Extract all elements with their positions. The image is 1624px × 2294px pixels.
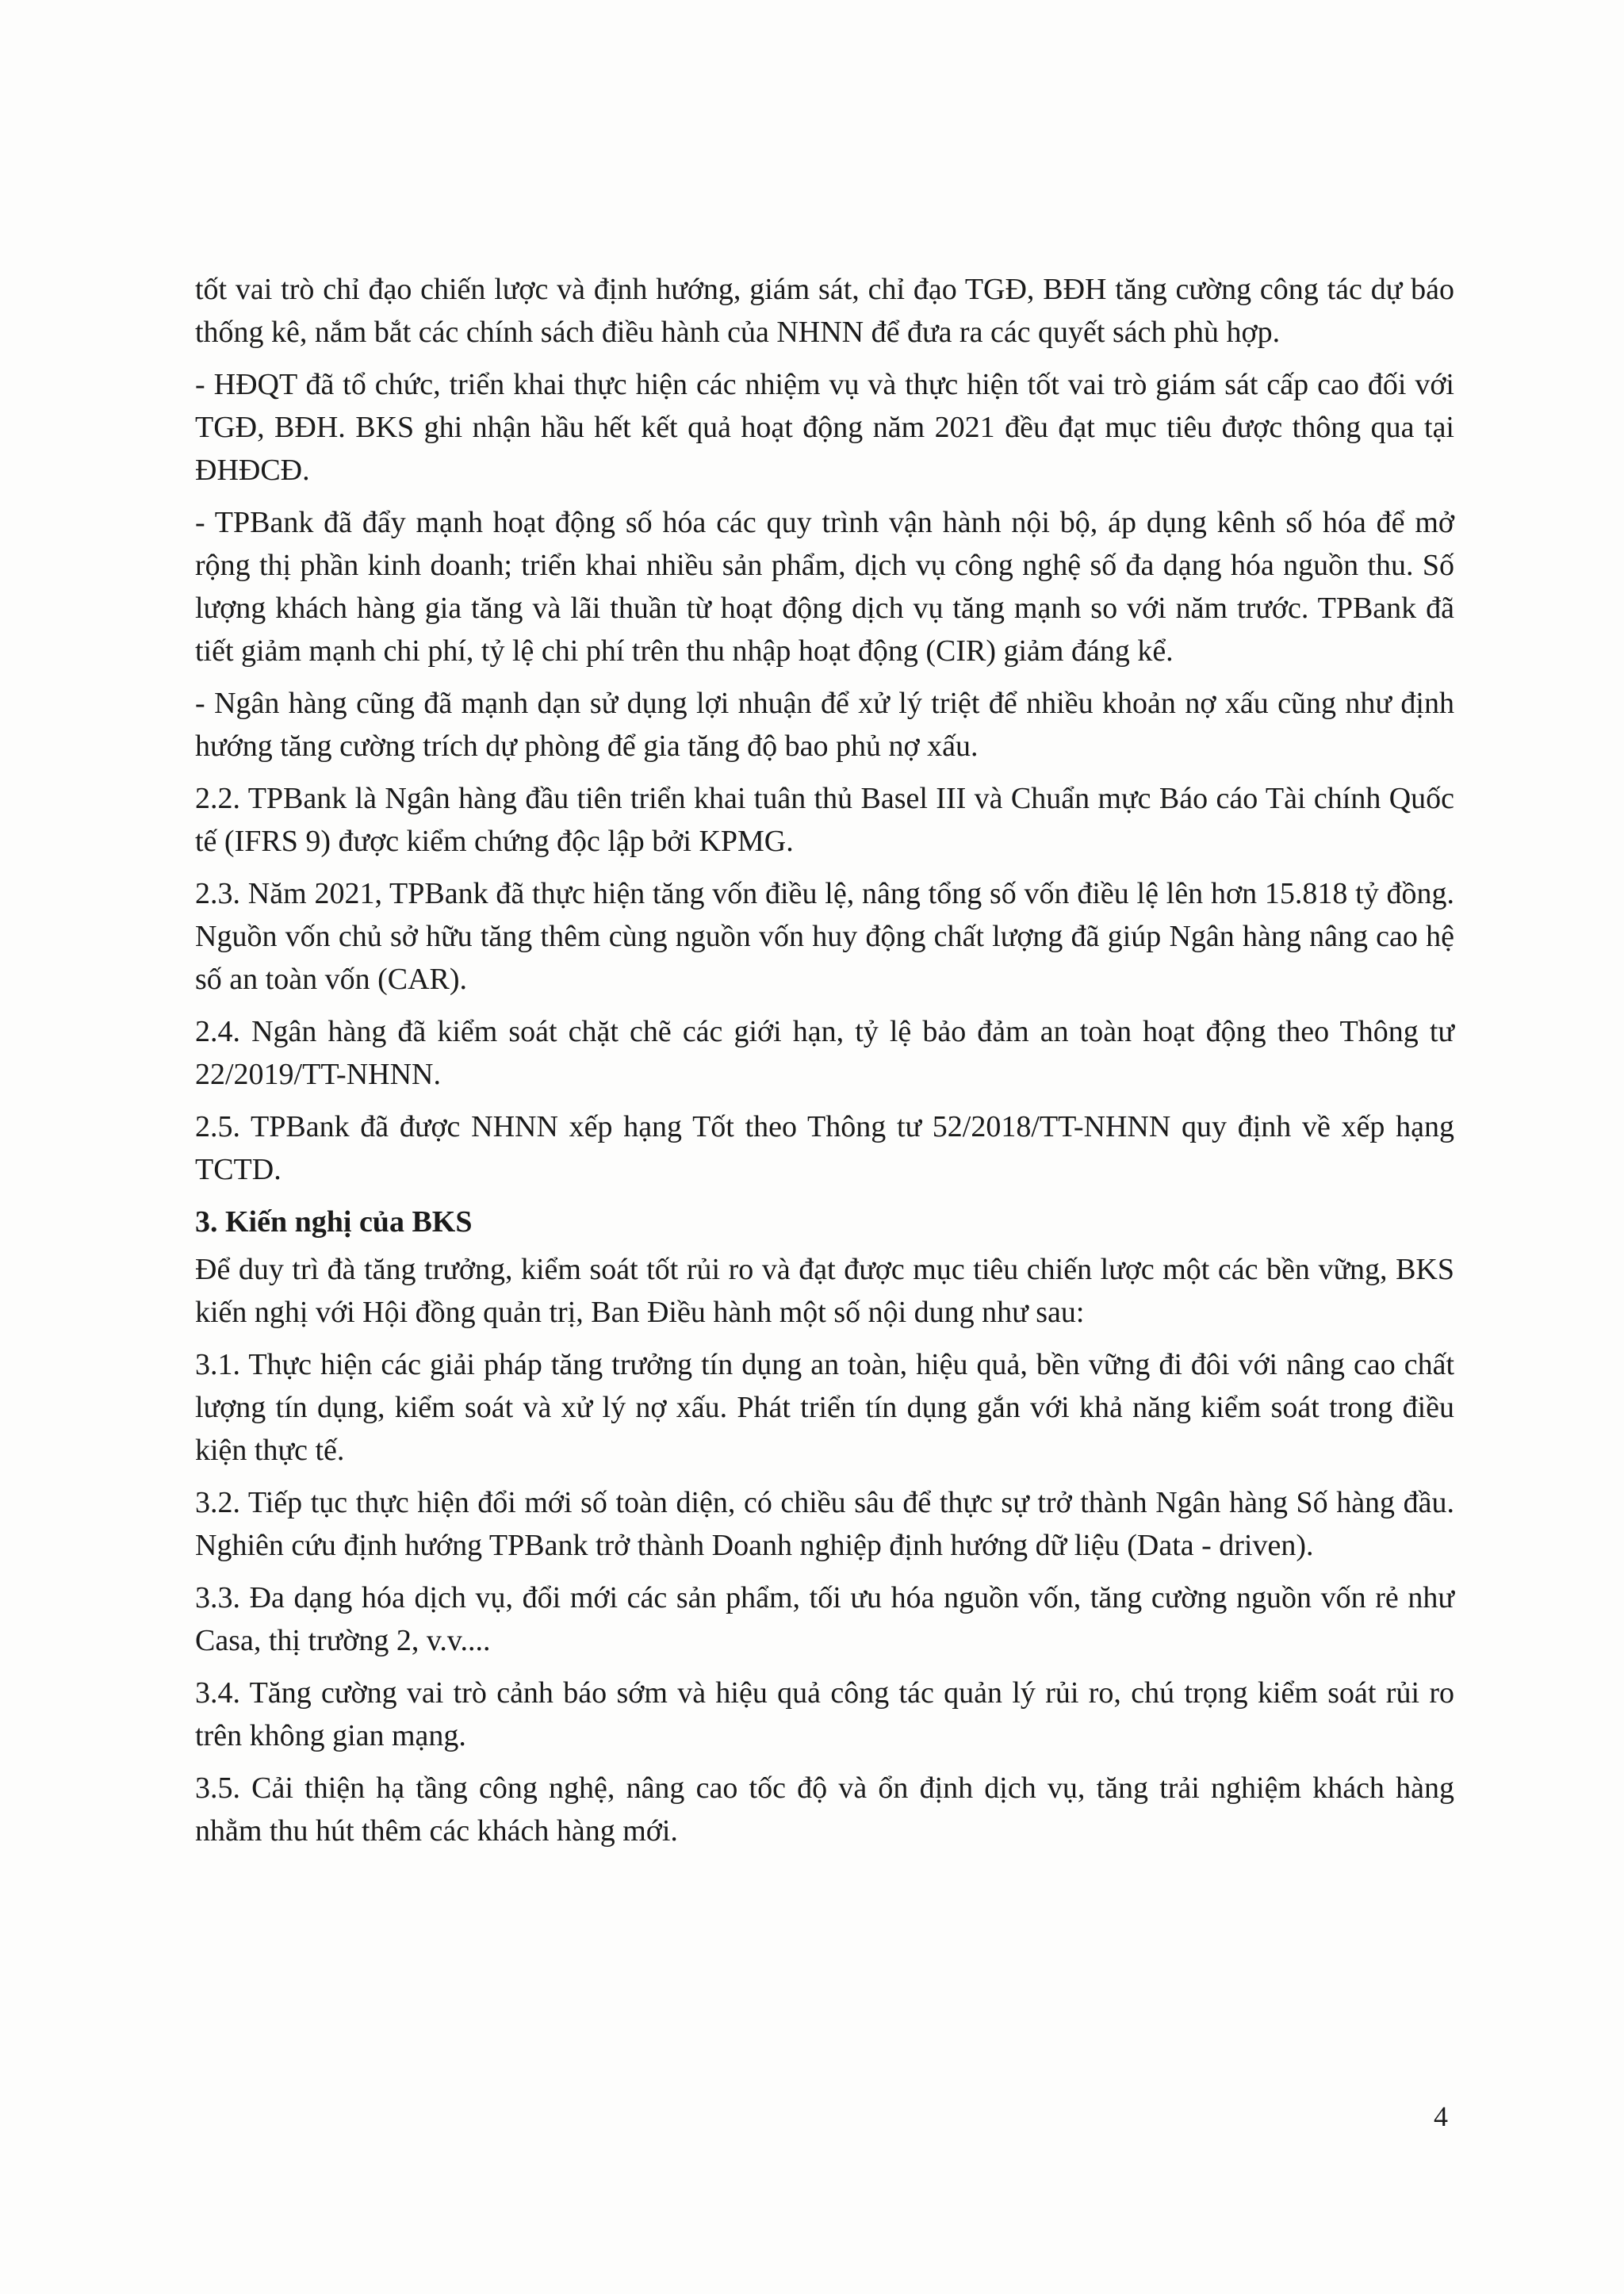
- paragraph-2-3: 2.3. Năm 2021, TPBank đã thực hiện tăng vốn điều lệ, nâng tổng số vốn điều lệ lên hơn 15.818 tỷ đồng. Nguồn vốn chủ sở hữu tăng thêm cùng nguồn vốn huy động chất lượng đã giúp Ngân hàng nâng cao hệ số an toàn vốn (CAR).: [195, 877, 1454, 996]
- paragraph-3-3: 3.3. Đa dạng hóa dịch vụ, đổi mới các sản phẩm, tối ưu hóa nguồn vốn, tăng cường nguồn vốn rẻ như Casa, thị trường 2, v.v....: [195, 1581, 1454, 1657]
- paragraph-2-2: 2.2. TPBank là Ngân hàng đầu tiên triển khai tuân thủ Basel III và Chuẩn mực Báo cáo Tài chính Quốc tế (IFRS 9) được kiểm chứng độc lập bởi KPMG.: [195, 782, 1454, 858]
- paragraph-recommendations-intro: Để duy trì đà tăng trưởng, kiểm soát tốt rủi ro và đạt được mục tiêu chiến lược một các bền vững, BKS kiến nghị với Hội đồng quản trị, Ban Điều hành một số nội dung như sau:: [195, 1253, 1454, 1329]
- paragraph-hdqt: - HĐQT đã tổ chức, triển khai thực hiện các nhiệm vụ và thực hiện tốt vai trò giám sát cấp cao đối với TGĐ, BĐH. BKS ghi nhận hầu hết kết quả hoạt động năm 2021 đều đạt mục tiêu được thông qua tại ĐHĐCĐ.: [195, 368, 1454, 487]
- page-number: 4: [1434, 2101, 1448, 2132]
- paragraph-3-4: 3.4. Tăng cường vai trò cảnh báo sớm và hiệu quả công tác quản lý rủi ro, chú trọng kiểm soát rủi ro trên không gian mạng.: [195, 1676, 1454, 1752]
- paragraph-intro-continued: tốt vai trò chỉ đạo chiến lược và định hướng, giám sát, chỉ đạo TGĐ, BĐH tăng cường công tác dự báo thống kê, nắm bắt các chính sách điều hành của NHNN để đưa ra các quyết sách phù hợp.: [195, 273, 1454, 349]
- paragraph-3-2: 3.2. Tiếp tục thực hiện đổi mới số toàn diện, có chiều sâu để thực sự trở thành Ngân hàng Số hàng đầu. Nghiên cứu định hướng TPBank trở thành Doanh nghiệp định hướng dữ liệu (Data - driven).: [195, 1486, 1454, 1562]
- paragraph-3-1: 3.1. Thực hiện các giải pháp tăng trưởng tín dụng an toàn, hiệu quả, bền vững đi đôi với nâng cao chất lượng tín dụng, kiểm soát và xử lý nợ xấu. Phát triển tín dụng gắn với khả năng kiểm soát trong điều kiện thực tế.: [195, 1348, 1454, 1467]
- document-body: [195, 268, 1454, 1862]
- paragraph-3-5: 3.5. Cải thiện hạ tầng công nghệ, nâng cao tốc độ và ổn định dịch vụ, tăng trải nghiệm khách hàng nhằm thu hút thêm các khách hàng mới.: [195, 1771, 1454, 1848]
- paragraph-bad-debt: - Ngân hàng cũng đã mạnh dạn sử dụng lợi nhuận để xử lý triệt để nhiều khoản nợ xấu cũng như định hướng tăng cường trích dự phòng để gia tăng độ bao phủ nợ xấu.: [195, 687, 1454, 763]
- paragraph-2-5: 2.5. TPBank đã được NHNN xếp hạng Tốt theo Thông tư 52/2018/TT-NHNN quy định về xếp hạng TCTD.: [195, 1110, 1454, 1186]
- paragraph-2-4: 2.4. Ngân hàng đã kiểm soát chặt chẽ các giới hạn, tỷ lệ bảo đảm an toàn hoạt động theo Thông tư 22/2019/TT-NHNN.: [195, 1015, 1454, 1091]
- paragraph-digitalization: - TPBank đã đẩy mạnh hoạt động số hóa các quy trình vận hành nội bộ, áp dụng kênh số hóa để mở rộng thị phần kinh doanh; triển khai nhiều sản phẩm, dịch vụ công nghệ số đa dạng hóa nguồn thu. Số lượng khách hàng gia tăng và lãi thuần từ hoạt động dịch vụ tăng mạnh so với năm trước. TPBank đã tiết giảm mạnh chi phí, tỷ lệ chi phí trên thu nhập hoạt động (CIR) giảm đáng kể.: [195, 506, 1454, 668]
- section-heading-recommendations: 3. Kiến nghị của BKS: [195, 1205, 473, 1239]
